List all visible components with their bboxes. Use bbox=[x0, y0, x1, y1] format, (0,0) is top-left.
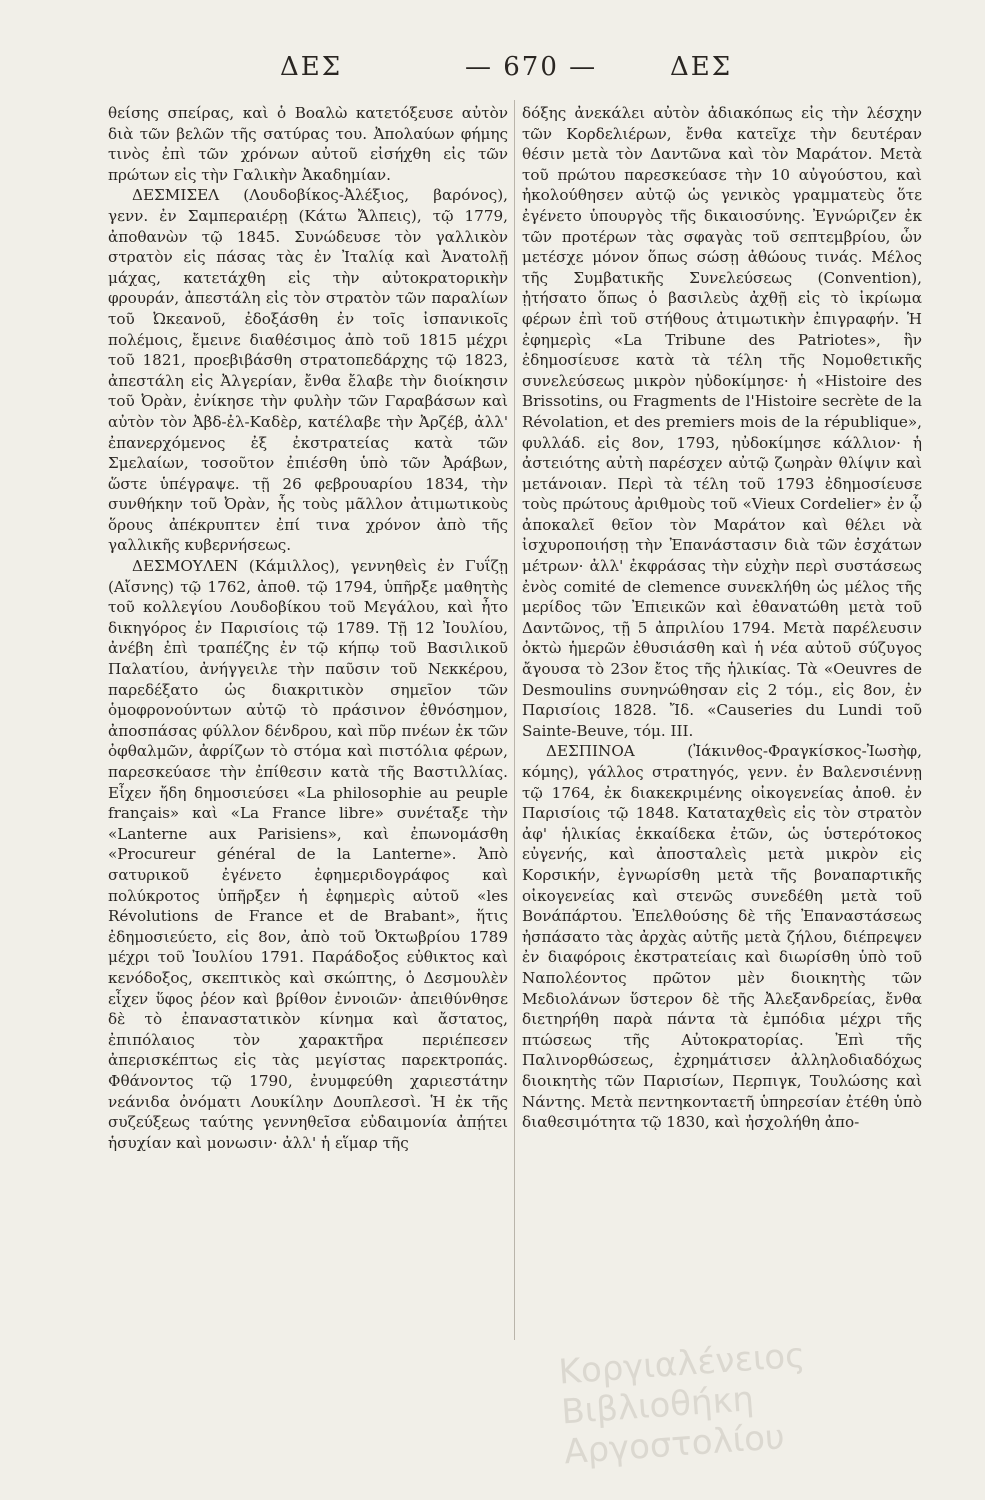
paragraph-continuation: θείσης σπείρας, καὶ ὁ Βοαλὼ κατετόξευσε αὐτὸν διὰ τῶν βελῶν τῆς σατύρας του. Ἀπολαύων φήμης τινὸς ἐπὶ τῶν χρόνων αὐτοῦ εἰσήχθη εἰς τῶν πρώτων εἰς τὴν Γαλικὴν Ἀκαδημίαν. bbox=[108, 104, 508, 184]
column-divider bbox=[514, 100, 515, 1340]
page-header bbox=[110, 52, 900, 92]
left-column bbox=[108, 103, 508, 1338]
running-head-right: ΔΕΣ bbox=[670, 52, 733, 82]
library-stamp: Κοργιαλένειος Βιβλιοθήκη Αργοστολίου bbox=[557, 1335, 807, 1473]
page-number: — 670 — bbox=[465, 52, 598, 82]
right-column bbox=[522, 103, 922, 1353]
entry-desmoulins: ΔΕΣΜΟΥΛΕΝ (Κάμιλλος), γεννηθεὶς ἐν Γυΐζῃ (Αἴσνης) τῷ 1762, ἀποθ. τῷ 1794, ὑπῆρξε μαθητὴς τοῦ κολλεγίου Λουδοβίκου τοῦ Μεγάλου, καὶ ἦτο δικηγόρος ἐν Παρισίοις τῷ 1789. Τῇ 12 Ἰουλίου, ἀνέβη ἐπὶ τραπέζης ἐν τῷ κήπῳ τοῦ Βασιλικοῦ Παλατίου, ἀνήγγειλε τὴν παῦσιν τοῦ Νεκκέρου, παρεδέξατο ὡς διακριτικὸν σημεῖον τῶν ὁμοφρονούντων αὐτῷ τὸ πράσινον ἐθνόσημον, ἀποσπάσας φύλλον δένδρου, καὶ πῦρ πνέων ἐκ τῶν ὀφθαλμῶν, ἀφρίζων τὸ στόμα καὶ πιστόλια φέρων, παρεσκεύασε τὴν ἐπίθεσιν κατὰ τῆς Βαστιλλίας. Εἶχεν ἤδη δημοσιεύσει «La philosophie au peuple français» καὶ «La France libre» συνέταξε τὴν «Lanterne aux Parisiens», καὶ ἐπωνομάσθη «Procureur général de la Lanterne». Ἀπὸ σατυρικοῦ ἐγένετο ἐφημεριδογράφος καὶ πολύκροτος ὑπῆρξεν ἡ ἐφημερὶς αὐτοῦ «les Révolutions de France et de Brabant», ἥτις ἐδημοσιεύετο, εἰς 8ον, ἀπὸ τοῦ Ὀκτωβρίου 1789 μέχρι τοῦ Ἰουλίου 1791. Παράδοξος εὐθικτος καὶ κενόδοξος, σκεπτικὸς καὶ σκώπτης, ὁ Δεσμουλὲν εἶχεν ὕφος ῥέον καὶ βρίθον ἐννοιῶν· ἀπειθύνθησε δὲ τὸ ἐπαναστατικὸν κίνημα καὶ ἄστατος, ἐπιπόλαιος τὸν χαρακτῆρα περιέπεσεν ἀπερισκέπτως εἰς τὰς μεγίστας παρεκτροπάς. Φθάνοντος τῷ 1790, ἐνυμφεύθη χαριεστάτην νεάνιδα ὀνόματι Λουκίλην Δουπλεσσὶ. Ἡ ἐκ τῆς συζεύξεως ταύτης γεννηθεῖσα εὐδαιμονία ἀπῄτει ἡσυχίαν καὶ μονωσιν· ἀλλ' ἡ εἵμαρ τῆς bbox=[108, 557, 508, 1152]
paragraph-continuation-right: δόξης ἀνεκάλει αὐτὸν ἀδιακόπως εἰς τὴν λέσχην τῶν Κορδελιέρων, ἔνθα κατεῖχε τὴν δευτέραν θέσιν μετὰ τὸν Δαντῶνα καὶ τὸν Μαράτον. Μετὰ τοῦ πρώτου παρεσκεύασε τὴν 10 αὐγούστου, καὶ ἠκολούθησεν αὐτῷ ὡς γενικὸς γραμματεὺς ὅτε ἐγένετο ὑπουργὸς τῆς δικαιοσύνης. Ἐγνώριζεν ἐκ τῶν προτέρων τὰς σφαγὰς τοῦ σεπτεμβρίου, ὧν μετέσχε μόνον ὅπως σώσῃ ἀθώους τινάς. Μέλος τῆς Συμβατικῆς Συνελεύσεως (Convention), ᾐτήσατο ὅπως ὁ βασιλεὺς ἀχθῇ εἰς τὸ ἰκρίωμα φέρων ἐπὶ τοῦ στήθους ἀτιμωτικὴν ἐπιγραφήν. Ἡ ἐφημερὶς «La Tribune des Patriotes», ἣν ἐδημοσίευσε κατὰ τὰ τέλη τῆς Νομοθετικῆς συνελεύσεως μικρὸν ηὐδοκίμησε· ἡ «Histoire des Brissotins, ou Fragments de l'Histoire secrète de la Révolation, et des premiers mois de la république», φυλλάδ. εἰς 8ον, 1793, ηὐδοκίμησε κάλλιον· ἡ ἀστειότης αὐτὴ παρέσχεν αὐτῷ ζωηρὰν θλίψιν καὶ μετάνοιαν. Περὶ τὰ τέλη τοῦ 1793 ἐδημοσίευσε τοὺς πρώτους ἀριθμοὺς τοῦ «Vieux Cordelier» ἐν ᾧ ἀποκαλεῖ θεῖον τὸν Μαράτον καὶ θέλει νὰ ἰσχυροποιήσῃ τὴν Ἐπανάστασιν διὰ τῶν ἐσχάτων μέτρων· ἀλλ' ἐκφράσας τὴν εὐχὴν περὶ συστάσεως ἐνὸς comité de clemence συνεκλήθη ὡς μέλος τῆς μερίδος τῶν Ἐπιεικῶν καὶ ἐθανατώθη μετὰ τοῦ Δαντῶνος, τῇ 5 ἀπριλίου 1794. Μετὰ παρέλευσιν ὀκτὼ ἡμερῶν ἐθυσιάσθη καὶ ἡ νέα αὐτοῦ σύζυγος ἄγουσα τὸ 23ον ἔτος τῆς ἡλικίας. Τὰ «Oeuvres de Desmoulins συνηνώθησαν εἰς 2 τόμ., εἰς 8ον, ἐν Παρισίοις 1828. Ἴδ. «Causeries du Lundi τοῦ Sainte-Beuve, τόμ. III. bbox=[522, 104, 922, 740]
entry-desmisel: ΔΕΣΜΙΣΕΛ (Λουδοβίκος-Ἀλέξιος, βαρόνος), γενν. ἐν Σαμπεραιέρῃ (Κάτω Ἄλπεις), τῷ 1779, ἀποθανὼν τῷ 1845. Συνώδευσε τὸν γαλλικὸν στρατὸν εἰς πάσας τὰς ἐν Ἰταλίᾳ καὶ Ἀνατολῇ μάχας, κατετάχθη εἰς τὴν αὐτοκρατορικὴν φρουράν, ἀπεστάλη εἰς τὸν στρατὸν τῶν παραλίων τοῦ Ὠκεανοῦ, ἐδοξάσθη ἐν τοῖς ἰσπανικοῖς πολέμοις, ἔμεινε διαθέσιμος ἀπὸ τοῦ 1815 μέχρι τοῦ 1821, προεβιβάσθη στρατοπεδάρχης τῷ 1823, ἀπεστάλη εἰς Ἀλγερίαν, ἔνθα ἔλαβε τὴν διοίκησιν τοῦ Ὀρὰν, ἐνίκησε τὴν φυλὴν τῶν Γαραβάσων καὶ αὐτὸν τὸν Ἀβδ-ἐλ-Καδὲρ, κατέλαβε τὴν Ἀρζέβ, ἀλλ' ἐπανερχόμενος ἐξ ἐκστρατείας κατὰ τῶν Σμελαίων, τοσοῦτον ἐπιέσθη ὑπὸ τῶν Ἀράβων, ὥστε ὑπέγραψε. τῇ 26 φεβρουαρίου 1834, τὴν συνθήκην τοῦ Ὀρὰν, ἧς τοὺς μᾶλλον ἀτιμωτικοὺς ὅρους ἀπέκρυπτεν ἐπί τινα χρόνον ἀπὸ τῆς γαλλικῆς κυβερνήσεως. bbox=[108, 186, 508, 555]
entry-despinoy: ΔΕΣΠΙΝΟΑ (Ἰάκινθος-Φραγκίσκος-Ἰωσὴφ, κόμης), γάλλος στρατηγός, γενν. ἐν Βαλενσιέννῃ τῷ 1764, ἐκ διακεκριμένης οἰκογενείας ἀποθ. ἐν Παρισίοις τῷ 1848. Καταταχθεὶς εἰς τὸν στρατὸν ἀφ' ἡλικίας ἑκκαίδεκα ἐτῶν, ὡς ὑστερότοκος εὐγενής, καὶ ἀποσταλεὶς μετὰ μικρὸν εἰς Κορσικήν, ἐγνωρίσθη μετὰ τῆς βοναπαρτικῆς οἰκογενείας καὶ στενῶς συνεδέθη μετὰ τοῦ Βονάπάρτου. Ἐπελθούσης δὲ τῆς Ἐπαναστάσεως ἠσπάσατο τὰς ἀρχὰς αὐτῆς μετὰ ζήλου, διέπρεψεν ἐν διαφόροις ἐκστρατείαις καὶ διωρίσθη ὑπὸ τοῦ Ναπολέοντος πρῶτον μὲν διοικητὴς τῶν Μεδιολάνων ὕστερον δὲ τῆς Ἀλεξανδρείας, ἔνθα διετηρήθη παρὰ πάντα τὰ ἐμπόδια μέχρι τῆς πτώσεως τῆς Αὐτοκρατορίας. Ἐπὶ τῆς Παλινορθώσεως, ἐχρημάτισεν ἀλληλοδιαδόχως διοικητὴς τῶν Παρισίων, Περπιγκ, Τουλώσης καὶ Νάντης. Μετὰ πεντηκονταετῆ ὑπηρεσίαν ἐτέθη ὑπὸ διαθεσιμότητα τῷ 1830, καὶ ἠσχολήθη ἀπο- bbox=[522, 742, 922, 1132]
running-head-left: ΔΕΣ bbox=[280, 52, 343, 82]
